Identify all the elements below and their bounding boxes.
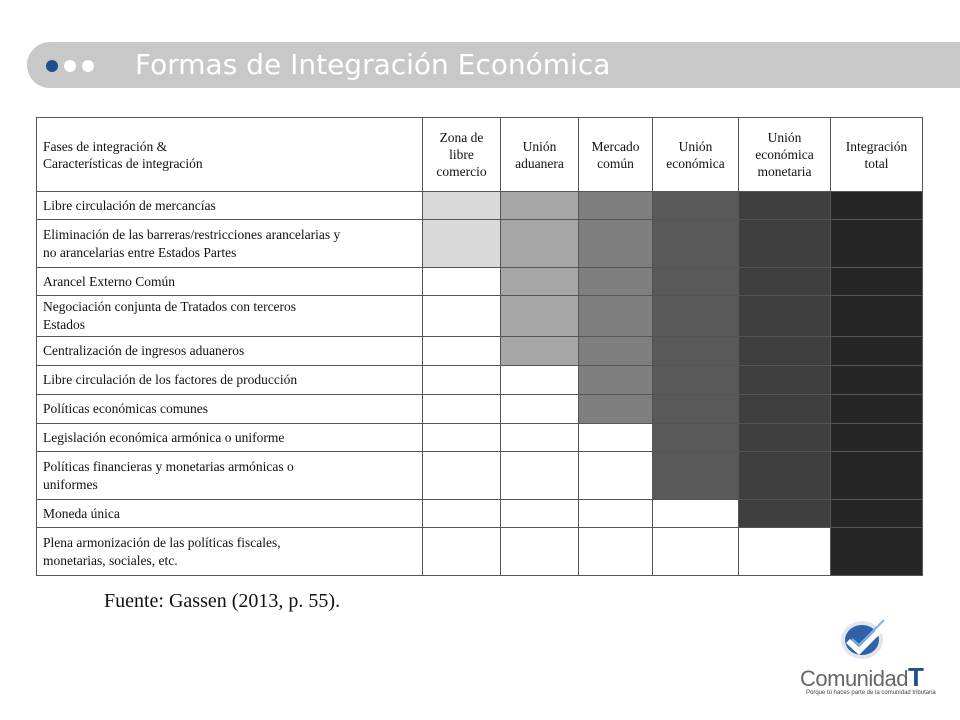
table-row [37,296,923,337]
table-row [37,395,923,424]
phase-cell [501,220,579,268]
table-row [37,268,923,296]
row-label-line: Eliminación de las barreras/restricciones arancelarias y [43,226,341,242]
phase-cell [653,500,739,528]
phase-cell [831,395,923,424]
dot-icon [82,60,94,72]
row-label-line: Negociación conjunta de Tratados con terceros [43,299,297,314]
corner-line: Características de integración [43,155,203,171]
row-label-line: no arancelarias entre Estados Partes [43,244,237,260]
checkmark-badge-icon [838,614,894,662]
phase-cell [423,452,501,500]
phase-cell [423,192,501,220]
column-header-line: libre [449,147,474,162]
phase-cell [831,268,923,296]
column-header [501,118,579,192]
table-row [37,500,923,528]
phase-cell [653,296,739,337]
integration-table [36,117,923,576]
phase-cell [501,192,579,220]
header-row [37,118,923,192]
phase-cell [579,395,653,424]
phase-cell [653,337,739,366]
page-title: Formas de Integración Económica [135,48,611,81]
phase-cell [831,192,923,220]
table-corner-header [37,118,423,192]
column-header-line: comercio [436,164,487,179]
column-header [739,118,831,192]
row-label [37,395,423,424]
row-label-line: Plena armonización de las políticas fiscales, [43,534,281,550]
phase-cell [831,452,923,500]
column-header-line: económica [755,147,814,162]
row-label-line: Arancel Externo Común [43,273,175,289]
row-label [37,424,423,452]
row-label-line: Políticas económicas comunes [43,401,208,416]
table-row [37,452,923,500]
logo-wordmark [800,662,923,693]
column-header [831,118,923,192]
phase-cell [739,366,831,395]
phase-cell [739,192,831,220]
table-row [37,528,923,576]
phase-cell [501,452,579,500]
phase-cell [653,192,739,220]
phase-cell [579,337,653,366]
phase-cell [579,366,653,395]
phase-cell [579,192,653,220]
phase-cell [501,268,579,296]
corner-line: Fases de integración & [43,138,168,154]
row-label-line: Centralización de ingresos aduaneros [43,343,245,358]
dot-icon [46,60,58,72]
phase-cell [739,395,831,424]
row-label [37,337,423,366]
table-row [37,192,923,220]
row-label-line: Legislación económica armónica o uniforme [43,429,285,445]
column-header-line: Mercado [591,138,640,154]
slide-dots [46,60,94,72]
row-label [37,528,423,576]
phase-cell [579,424,653,452]
phase-cell [579,296,653,337]
phase-cell [653,424,739,452]
phase-cell [653,220,739,268]
row-label [37,500,423,528]
column-header [423,118,501,192]
phase-cell [653,395,739,424]
phase-cell [579,268,653,296]
phase-cell [423,366,501,395]
table-row [37,220,923,268]
phase-cell [501,500,579,528]
source-caption: Fuente: Gassen (2013, p. 55). [104,590,341,612]
phase-cell [739,337,831,366]
phase-cell [739,220,831,268]
phase-cell [501,366,579,395]
phase-cell [739,500,831,528]
logo-name: Comunidad [800,666,909,691]
phase-cell [831,366,923,395]
phase-cell [501,395,579,424]
table-row [37,424,923,452]
row-label-line: Políticas financieras y monetarias armónicas o [43,458,294,474]
logo-tagline: Porque tú haces parte de la comunidad tributaria [806,690,936,696]
column-header-line: monetaria [757,164,812,179]
row-label-line: Estados [43,317,85,332]
column-header-line: Unión [767,130,802,145]
column-header-line: aduanera [515,155,564,171]
phase-cell [831,528,923,576]
row-label-line: Libre circulación de los factores de producción [43,372,298,387]
phase-cell [831,500,923,528]
row-label-line: monetarias, sociales, etc. [43,552,178,568]
phase-cell [423,220,501,268]
column-header-line: Zona de [439,130,484,145]
phase-cell [831,424,923,452]
phase-cell [423,528,501,576]
phase-cell [739,424,831,452]
logo-name-accent: T [908,662,924,692]
dot-icon [64,60,76,72]
column-header-line: Unión [678,138,713,154]
phase-cell [501,424,579,452]
comunidad-t-logo [800,614,950,714]
column-header-line: Unión [522,138,557,154]
phase-cell [653,452,739,500]
column-header-line: Integración [845,138,908,154]
row-label-line: Libre circulación de mercancías [43,197,216,213]
row-label [37,192,423,220]
phase-cell [579,452,653,500]
phase-cell [579,220,653,268]
phase-cell [653,366,739,395]
column-header-line: común [597,155,634,171]
phase-cell [653,268,739,296]
phase-cell [831,220,923,268]
table-row [37,337,923,366]
phase-cell [423,395,501,424]
row-label-line: uniformes [43,476,98,492]
phase-cell [501,337,579,366]
phase-cell [423,337,501,366]
phase-cell [831,337,923,366]
phase-cell [579,528,653,576]
row-label [37,452,423,500]
phase-cell [501,296,579,337]
phase-cell [423,424,501,452]
row-label [37,366,423,395]
row-label-line: Moneda única [43,505,120,521]
phase-cell [739,528,831,576]
phase-cell [501,528,579,576]
phase-cell [739,268,831,296]
phase-cell [423,500,501,528]
table-row [37,366,923,395]
row-label [37,220,423,268]
phase-cell [653,528,739,576]
row-label [37,268,423,296]
column-header [653,118,739,192]
column-header-line: total [864,155,889,171]
column-header-line: económica [666,155,725,171]
phase-cell [739,296,831,337]
column-header [579,118,653,192]
phase-cell [423,268,501,296]
row-label [37,296,423,337]
phase-cell [423,296,501,337]
phase-cell [579,500,653,528]
phase-cell [739,452,831,500]
phase-cell [831,296,923,337]
